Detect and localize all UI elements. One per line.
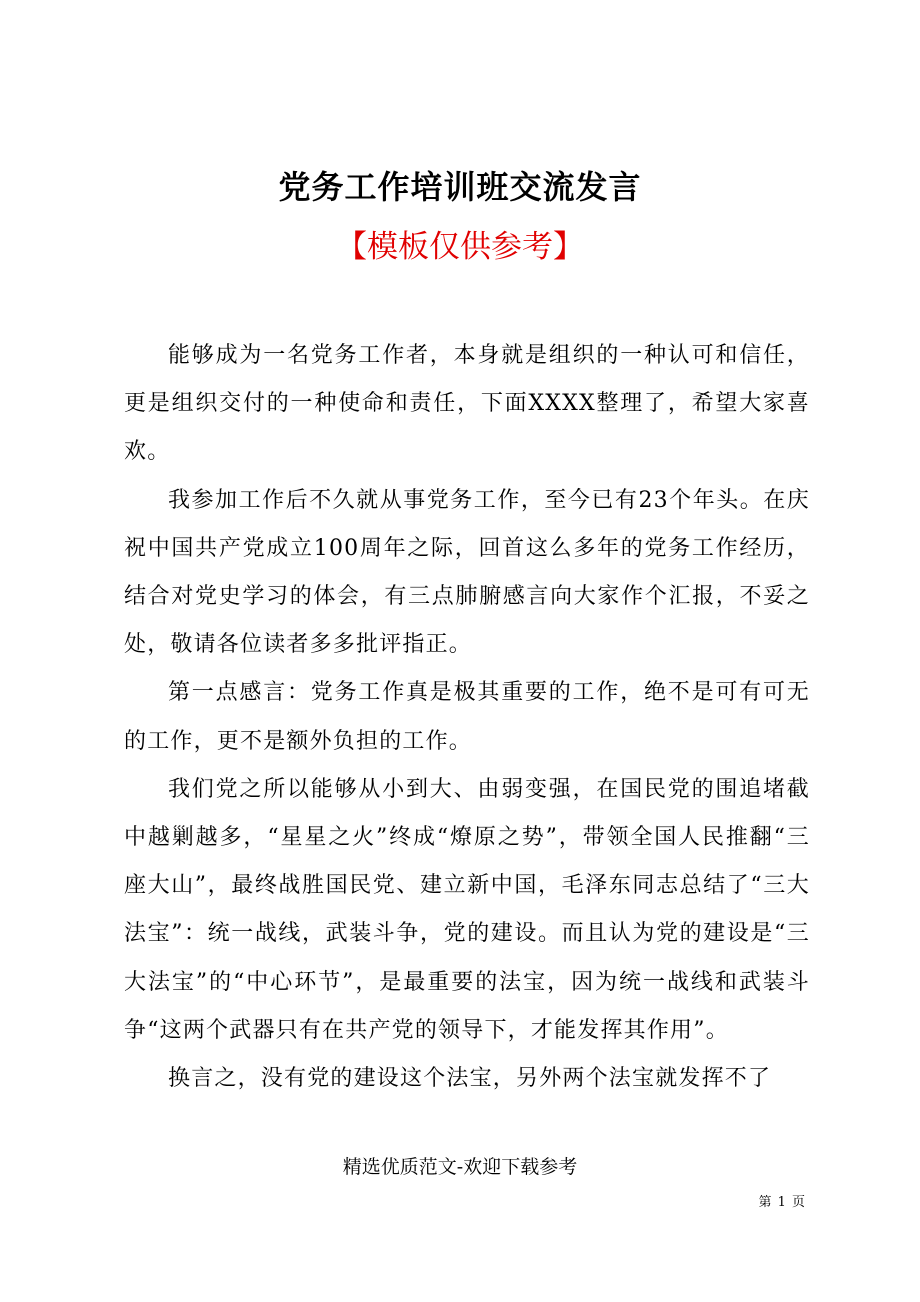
paragraph-4: 我们党之所以能够从小到大、由弱变强，在国民党的围追堵截中越剿越多，“星星之火”终成“燎原之势”，带领全国人民推翻“三座大山”，最终战胜国民党、建立新中国，毛泽东同志总结了“三大法宝”：统一战线，武装斗争，党的建设。而且认为党的建设是“三大法宝”的“中心环节”，是最重要的法宝，因为统一战线和武装斗争“这两个武器只有在共产党的领导下，才能发挥其作用”。 (124, 776, 810, 1043)
document-subtitle: 【模板仅供参考】 (336, 229, 584, 265)
footer-text: 精选优质范文-欢迎下载参考 (342, 1156, 578, 1178)
document-title: 党务工作培训班交流发言 (278, 168, 642, 206)
paragraph-3: 第一点感言：党务工作真是极其重要的工作，绝不是可有可无的工作，更不是额外负担的工作。 (124, 680, 810, 754)
paragraph-2: 我参加工作后不久就从事党务工作，至今已有23个年头。在庆祝中国共产党成立100周年之际，回首这么多年的党务工作经历，结合对党史学习的体会，有三点肺腑感言向大家作个汇报，不妥之处，敬请各位读者多多批评指正。 (124, 487, 810, 658)
document-body (124, 332, 810, 1103)
paragraph-5: 换言之，没有党的建设这个法宝，另外两个法宝就发挥不了 (168, 1066, 772, 1092)
paragraph-1: 能够成为一名党务工作者，本身就是组织的一种认可和信任，更是组织交付的一种使命和责任，下面XXXX整理了，希望大家喜欢。 (124, 343, 810, 465)
page-number: 第 1 页 (758, 1195, 806, 1210)
